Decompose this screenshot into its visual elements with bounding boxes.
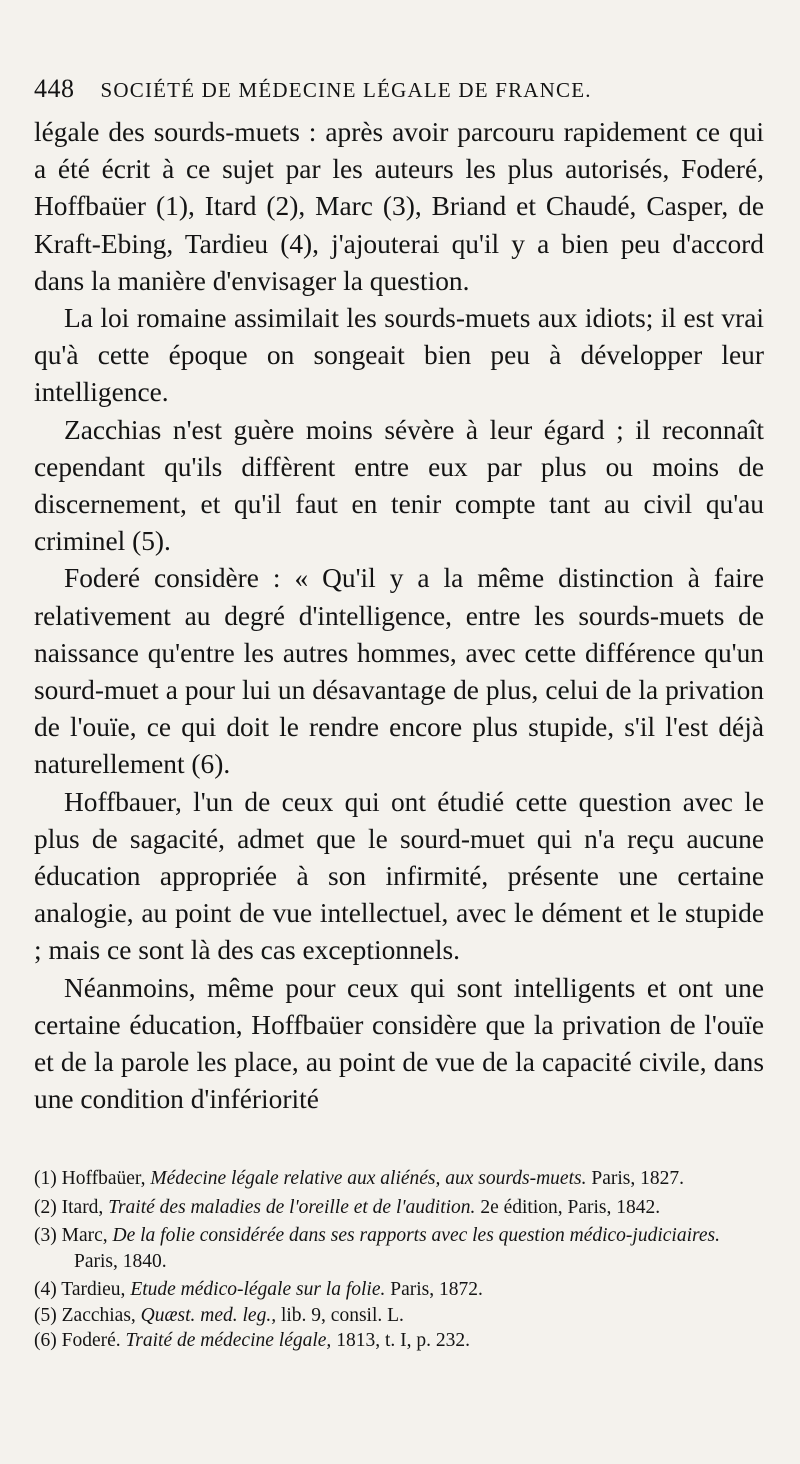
footnote-title: Quæst. med. leg.,	[140, 1304, 277, 1326]
footnote-title: Traité de médecine légale,	[125, 1330, 332, 1351]
footnote	[34, 1166, 764, 1192]
paragraph: Zacchias n'est guère moins sévère à leur égard ; il reconnaît cependant qu'ils diffèrent entre eux par plus ou moins de discernement, et qu'il faut en tenir compte tant au civil qu'au criminel (5).	[34, 414, 764, 557]
footnote-rest: 1813, t. I, p. 232.	[336, 1330, 470, 1351]
footnote-title: Médecine légale relative aux aliénés, aux sourds-muets.	[150, 1168, 587, 1189]
running-title: SOCIÉTÉ DE MÉDECINE LÉGALE DE FRANCE.	[100, 78, 592, 102]
footnote-mark: (2)	[34, 1196, 57, 1218]
footnote-author: Itard,	[61, 1196, 104, 1218]
footnote	[34, 1303, 764, 1329]
footnote-title: De la folie considérée dans ses rapports avec les question médico-judiciaires.	[112, 1225, 720, 1246]
footnote	[34, 1277, 764, 1303]
footnote-rest: 2e édition, Paris, 1842.	[480, 1196, 661, 1218]
page-number: 448	[34, 74, 75, 103]
footnote-mark: (3)	[34, 1225, 57, 1246]
footnote	[34, 1223, 764, 1274]
footnote-mark: (1)	[34, 1168, 57, 1189]
paragraph: Néanmoins, même pour ceux qui sont intelligents et ont une certaine éducation, Hoffbaüer considère que la privation de l'ouïe et de la parole les place, au point de vue de la capacité civile, dans une condition d'infériorité	[34, 972, 764, 1115]
page-header	[34, 74, 764, 104]
footnote	[34, 1328, 764, 1354]
footnote-mark: (6)	[34, 1330, 57, 1351]
footnote-author: Hoffbaüer,	[61, 1168, 146, 1189]
footnote-rest: Paris, 1827.	[591, 1168, 684, 1189]
paragraph: légale des sourds-muets : après avoir parcouru rapidement ce qui a été écrit à ce sujet par les auteurs les plus autorisés, Foderé, Hoffbaüer (1), Itard (2), Marc (3), Briand et Chaudé, Casper, de Kraft-Ebing, Tardieu (4), j'ajouterai qu'il y a bien peu d'accord dans la manière d'envisager la question.	[34, 117, 764, 296]
footnote-rest: Paris, 1872.	[390, 1279, 483, 1300]
footnote-rest: lib. 9, consil. L.	[280, 1304, 404, 1326]
footnotes	[34, 1166, 764, 1354]
footnote-title: Etude médico-légale sur la folie.	[130, 1279, 386, 1300]
footnote-mark: (5)	[34, 1304, 57, 1326]
footnote	[34, 1195, 764, 1221]
footnote-rest: Paris, 1840.	[74, 1250, 167, 1272]
paragraph: Foderé considère : « Qu'il y a la même distinction à faire relativement au degré d'intelligence, entre les sourds-muets de naissance qu'entre les autres hommes, avec cette différence qu'un sourd-muet a pour lui un désavantage de plus, celui de la privation de l'ouïe, ce qui doit le rendre encore plus stupide, s'il l'est déjà naturellement (6).	[34, 563, 764, 780]
paragraph: La loi romaine assimilait les sourds-muets aux idiots; il est vrai qu'à cette époque on songeait bien peu à développer leur intelligence.	[34, 303, 764, 408]
body-text	[34, 114, 764, 1118]
footnote-title: Traité des maladies de l'oreille et de l'audition.	[108, 1196, 476, 1218]
paragraph: Hoffbauer, l'un de ceux qui ont étudié cette question avec le plus de sagacité, admet que le sourd-muet qui n'a reçu aucune éducation appropriée à son infirmité, présente une certaine analogie, au point de vue intellectuel, avec le dément et le stupide ; mais ce sont là des cas exceptionnels.	[34, 786, 764, 966]
footnote-mark: (4)	[34, 1279, 57, 1300]
footnote-author: Zacchias,	[61, 1304, 136, 1326]
footnote-author: Foderé.	[61, 1330, 121, 1351]
footnote-author: Tardieu,	[61, 1279, 126, 1300]
footnote-author: Marc,	[61, 1225, 108, 1246]
